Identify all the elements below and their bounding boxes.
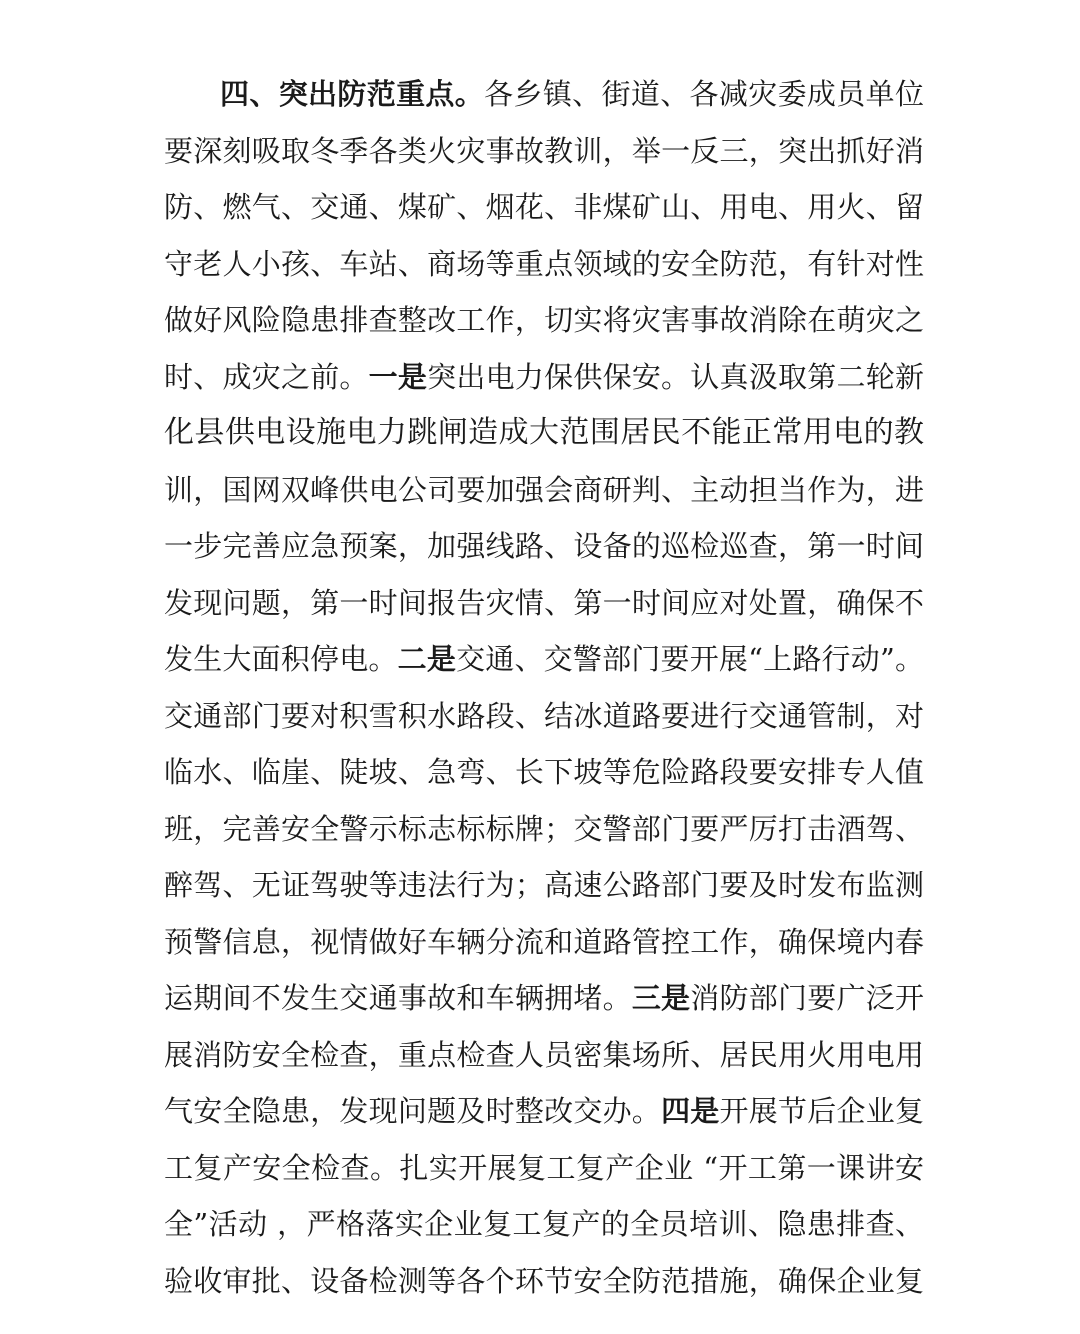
body-text: 一步完善应急预案，加强线路、设备的巡检巡查，第一时间 (164, 529, 924, 563)
text-line (164, 970, 924, 1027)
document-body (164, 66, 924, 1309)
body-text: 化县供电设施电力跳闸造成大范围居民不能正常用电的教 (164, 415, 924, 450)
text-line (164, 405, 924, 462)
text-line (164, 575, 924, 632)
body-text: 交通部门要对积雪积水路段、结冰道路要进行交通管制，对 (164, 698, 924, 733)
body-text: 醉驾、无证驾驶等违法行为；高速公路部门要及时发布监测 (164, 868, 924, 902)
body-text: 开展节后企业复 (719, 1094, 924, 1128)
body-text: 各乡镇、街道、各减灾委成员单位 (484, 77, 924, 111)
text-line (164, 857, 924, 914)
body-text: 发现问题，第一时间报告灾情、第一时间应对处置，确保不 (164, 585, 924, 620)
text-line (164, 349, 924, 406)
text-line (164, 462, 924, 519)
text-line (164, 66, 924, 123)
text-line (164, 518, 924, 575)
text-line (164, 292, 924, 349)
text-line (164, 688, 924, 745)
body-text: 预警信息，视情做好车辆分流和道路管控工作，确保境内春 (164, 924, 924, 959)
emphasis-text: 一是 (368, 359, 428, 394)
body-text: 班，完善安全警示标志标标牌；交警部门要严厉打击酒驾、 (164, 811, 924, 846)
body-text: 时、成灾之前。 (164, 359, 369, 394)
text-line (164, 1253, 924, 1310)
text-line (164, 744, 924, 801)
body-text: 全”活动 ，严格落实企业复工复产的全员培训、隐患排查、 (164, 1207, 924, 1241)
text-line (164, 914, 924, 971)
body-text: 做好风险隐患排查整改工作，切实将灾害事故消除在萌灾之 (164, 303, 924, 337)
body-text: 交通、交警部门要开展“上路行动”。 (456, 642, 924, 676)
emphasis-text: 二是 (397, 642, 457, 676)
text-line (164, 123, 924, 180)
body-text: 防、燃气、交通、煤矿、烟花、非煤矿山、用电、用火、留 (164, 190, 924, 224)
text-line (164, 179, 924, 236)
body-text: 临水、临崖、陡坡、急弯、长下坡等危险路段要安排专人值 (164, 755, 924, 789)
text-line (164, 236, 924, 293)
emphasis-text: 四是 (661, 1094, 720, 1128)
text-line (164, 1140, 924, 1197)
text-line (164, 631, 924, 688)
body-text: 运期间不发生交通事故和车辆拥堵。 (164, 981, 632, 1015)
text-line (164, 801, 924, 858)
body-text: 训，国网双峰供电公司要加强会商研判、主动担当作为，进 (164, 472, 924, 507)
text-line (164, 1083, 924, 1140)
body-text: 发生大面积停电。 (164, 642, 398, 676)
body-text: 气安全隐患，发现问题及时整改交办。 (164, 1094, 662, 1128)
text-line (164, 1027, 924, 1084)
body-text: 消防部门要广泛开 (690, 981, 924, 1015)
body-text: 验收审批、设备检测等各个环节安全防范措施，确保企业复 (164, 1263, 924, 1298)
body-text: 要深刻吸取冬季各类火灾事故教训，举一反三，突出抓好消 (164, 133, 924, 168)
body-text: 守老人小孩、车站、商场等重点领域的安全防范，有针对性 (164, 246, 924, 281)
emphasis-text: 三是 (631, 981, 691, 1015)
emphasis-text: 四、突出防范重点。 (220, 77, 485, 111)
body-text: 工复产安全检查。扎实开展复工复产企业 “开工第一课讲安 (164, 1150, 924, 1185)
body-text: 展消防安全检查，重点检查人员密集场所、居民用火用电用 (164, 1037, 924, 1072)
text-line (164, 1196, 924, 1253)
body-text: 突出电力保供保安。认真汲取第二轮新 (427, 359, 924, 394)
